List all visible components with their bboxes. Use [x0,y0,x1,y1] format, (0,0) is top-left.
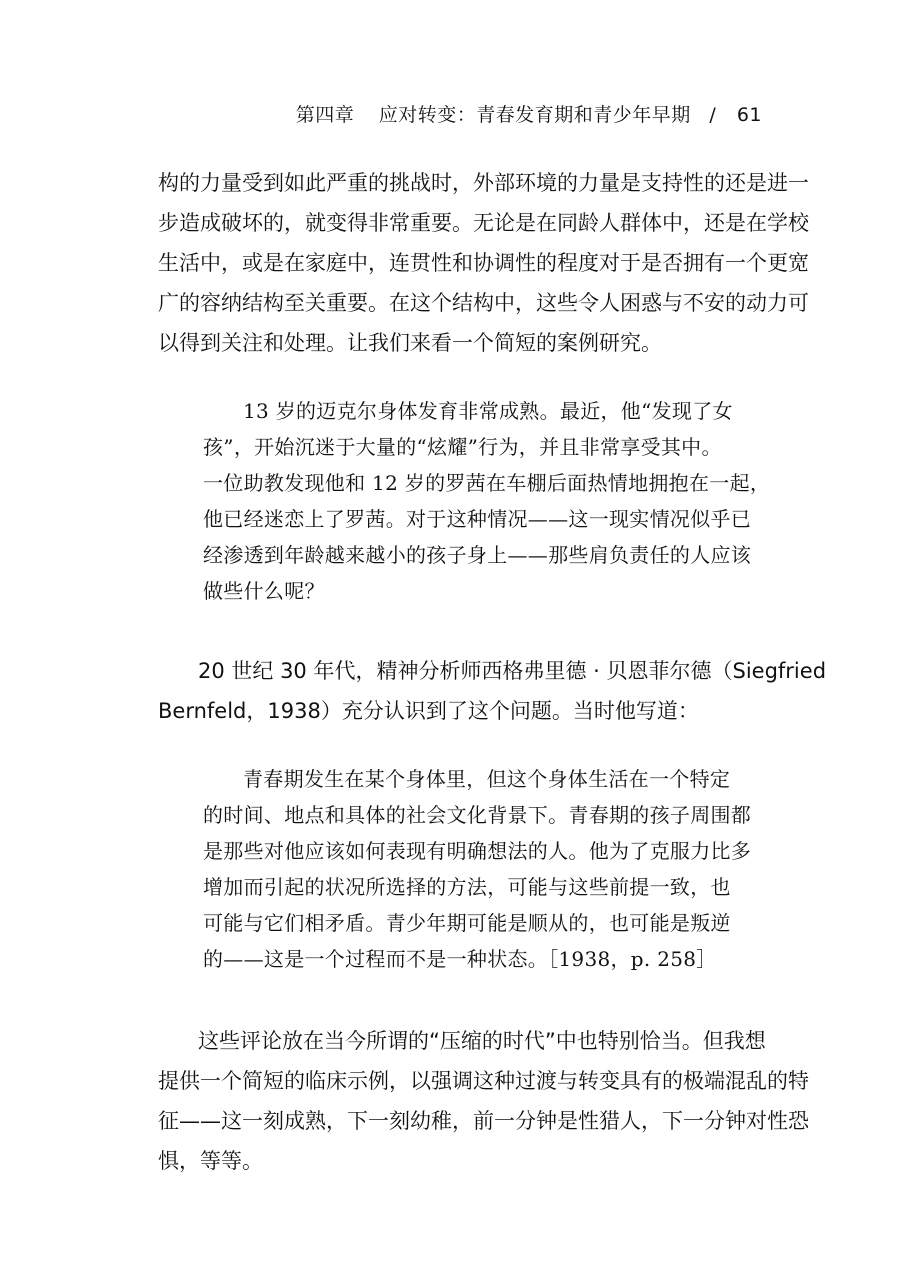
quote-line: 的时间、地点和具体的社会文化背景下。青春期的孩子周围都 [203,803,752,827]
quote-line: 青春期发生在某个身体里，但这个身体生活在一个特定 [243,767,731,791]
quote-line: 的——这是一个过程而不是一种状态。［1938，p. 258］ [203,947,717,971]
case-study-quote [203,393,771,609]
text-line: 以得到关注和处理。让我们来看一个简短的案例研究。 [158,331,662,355]
bernfeld-quote [203,761,752,977]
text-line: 生活中，或是在家庭中，连贯性和协调性的程度对于是否拥有一个更宽 [158,251,809,275]
quote-line: 经渗透到年龄越来越小的孩子身上——那些肩负责任的人应该 [203,543,752,567]
quote-line: 做些什么呢？ [203,579,325,603]
text-line: 20 世纪 30 年代，精神分析师西格弗里德 · 贝恩菲尔德（Siegfried [198,659,827,683]
quote-line: 一位助教发现他和 12 岁的罗茜在车棚后面热情地拥抱在一起， [203,471,771,495]
chapter-label: 第四章 [295,104,355,126]
text-line: 征——这一刻成熟，下一刻幼稚，前一分钟是性猎人，下一分钟对性恐 [158,1109,809,1133]
text-line: 构的力量受到如此严重的挑战时，外部环境的力量是支持性的还是进一 [158,171,809,195]
quote-line: 是那些对他应该如何表现有明确想法的人。他为了克服力比多 [203,839,752,863]
page-number: 61 [736,104,762,126]
quote-line: 可能与它们相矛盾。青少年期可能是顺从的，也可能是叛逆 [203,911,731,935]
text-line: 提供一个简短的临床示例，以强调这种过渡与转变具有的极端混乱的特 [158,1069,809,1093]
chapter-title: 应对转变：青春发育期和青少年早期 [378,104,691,126]
text-line: 惧，等等。 [158,1149,263,1173]
quote-line: 增加而引起的状况所选择的方法，可能与这些前提一致，也 [203,875,731,899]
header-separator: / [709,104,717,126]
body-paragraph-1 [158,163,809,363]
quote-line: 13 岁的迈克尔身体发育非常成熟。最近，他“发现了女 [243,399,733,423]
quote-line: 他已经迷恋上了罗茜。对于这种情况——这一现实情况似乎已 [203,507,752,531]
body-paragraph-3 [158,1021,809,1181]
text-line: 步造成破坏的，就变得非常重要。无论是在同龄人群体中，还是在学校 [158,211,809,235]
text-line: Bernfeld，1938）充分认识到了这个问题。当时他写道： [158,699,699,723]
quote-line: 孩”，开始沉迷于大量的“炫耀”行为，并且非常享受其中。 [203,435,722,459]
text-line: 这些评论放在当今所谓的“压缩的时代”中也特别恰当。但我想 [198,1029,766,1053]
running-header [296,100,762,127]
body-paragraph-2 [158,651,827,731]
text-line: 广的容纳结构至关重要。在这个结构中，这些令人困惑与不安的动力可 [158,291,809,315]
